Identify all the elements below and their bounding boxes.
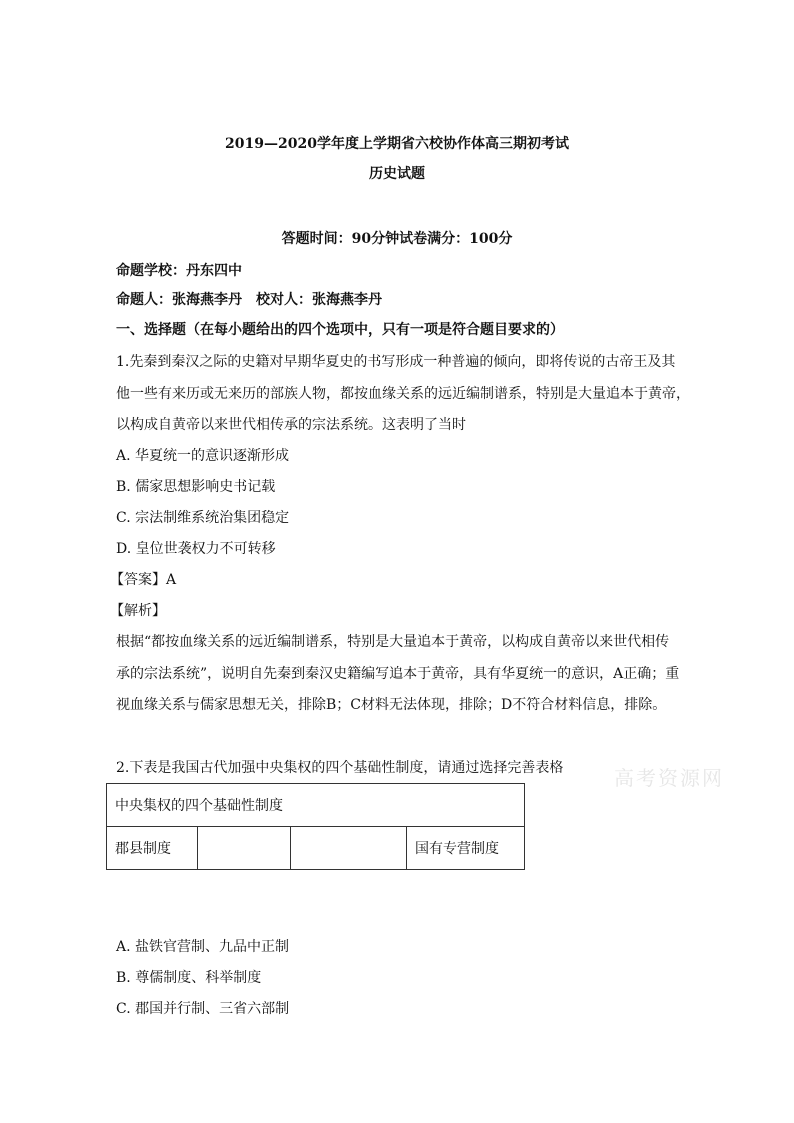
q1-stem-line: 以构成自黄帝以来世代相传承的宗法系统。这表明了当时: [116, 417, 466, 433]
subject-title: 历史试题: [369, 166, 425, 182]
q2-table-cell: 郡县制度: [107, 827, 198, 870]
q2-option-b: B. 尊儒制度、科举制度: [116, 970, 262, 986]
q1-stem-line: 他一些有来历或无来历的部族人物，都按血缘关系的远近编制谱系，特别是大量追本于黄帝，: [116, 386, 690, 402]
q2-option-a: A. 盐铁官营制、九品中正制: [116, 939, 290, 955]
q1-analysis-label: 【解析】: [110, 603, 166, 619]
q2-stem: 2.下表是我国古代加强中央集权的四个基础性制度，请通过选择完善表格: [116, 760, 564, 776]
author-info: 命题人：张海燕李丹 校对人：张海燕李丹: [116, 292, 382, 308]
q1-analysis-line: 根据“都按血缘关系的远近编制谱系，特别是大量追本于黄帝，以构成自黄帝以来世代相传: [116, 634, 670, 650]
q1-answer: 【答案】A: [110, 572, 177, 588]
q1-option-c: C. 宗法制维系统治集团稳定: [116, 510, 290, 526]
q1-option-d: D. 皇位世袭权力不可转移: [116, 541, 276, 557]
q1-option-b: B. 儒家思想影响史书记载: [116, 479, 276, 495]
exam-time-info: 答题时间：90分钟试卷满分：100分: [281, 231, 513, 247]
q2-table: [106, 783, 525, 870]
q2-table-header: 中央集权的四个基础性制度: [107, 784, 525, 827]
watermark: 高考资源网: [614, 766, 724, 790]
q1-analysis-line: 视血缘关系与儒家思想无关，排除B；C材料无法体现，排除；D不符合材料信息，排除。: [116, 697, 667, 713]
q1-option-a: A. 华夏统一的意识逐渐形成: [116, 448, 290, 464]
q1-analysis-line: 承的宗法系统”，说明自先秦到秦汉史籍编写追本于黄帝，具有华夏统一的意识，A正确；重: [116, 666, 680, 682]
q1-stem-line: 1.先秦到秦汉之际的史籍对早期华夏史的书写形成一种普遍的倾向，即将传说的古帝王及其: [116, 354, 676, 370]
q2-table-cell-blank: [198, 827, 291, 870]
section-heading: 一、选择题（在每小题给出的四个选项中，只有一项是符合题目要求的）: [116, 322, 564, 338]
q2-option-c: C. 郡国并行制、三省六部制: [116, 1001, 290, 1017]
q2-table-cell-blank: [291, 827, 407, 870]
exam-title: 2019—2020学年度上学期省六校协作体高三期初考试: [225, 136, 569, 152]
q2-table-cell: 国有专营制度: [407, 827, 525, 870]
school-info: 命题学校：丹东四中: [116, 263, 242, 279]
